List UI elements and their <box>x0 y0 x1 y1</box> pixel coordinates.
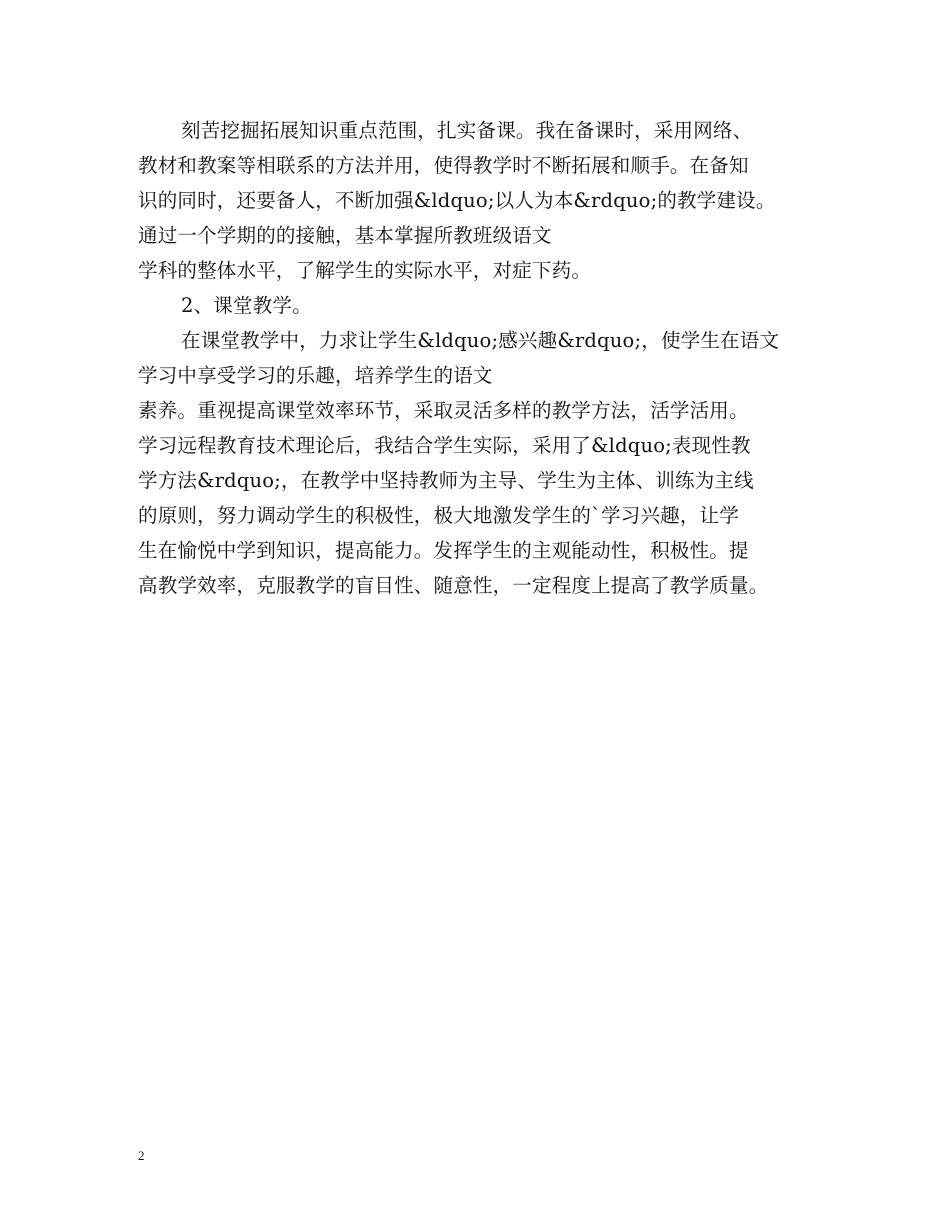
paragraph-line: 识的同时，还要备人，不断加强&ldquo;以人为本&rdquo;的教学建设。 <box>138 189 776 212</box>
paragraph-line: 教材和教案等相联系的方法并用，使得教学时不断拓展和顺手。在备知 <box>138 154 749 177</box>
paragraph-line: 高教学效率，克服教学的盲目性、随意性，一定程度上提高了教学质量。 <box>138 574 769 597</box>
paragraph-line: 刻苦挖掘拓展知识重点范围，扎实备课。我在备课时，采用网络、 <box>181 119 753 142</box>
paragraph-line: 生在愉悦中学到知识，提高能力。发挥学生的主观能动性，积极性。提 <box>138 539 749 562</box>
paragraph-line: 学习中享受学习的乐趣，培养学生的语文 <box>138 364 493 387</box>
paragraph-line: 素养。重视提高课堂效率环节，采取灵活多样的教学方法，活学活用。 <box>138 399 749 422</box>
page-number: 2 <box>138 1148 145 1163</box>
paragraph-line: 学习远程教育技术理论后，我结合学生实际，采用了&ldquo;表现性教 <box>138 434 751 457</box>
paragraph-line: 通过一个学期的的接触，基本掌握所教班级语文 <box>138 224 552 247</box>
section-heading: 2、课堂教学。 <box>181 294 312 317</box>
paragraph-line: 学方法&rdquo;，在教学中坚持教师为主导、学生为主体、训练为主线 <box>138 469 754 492</box>
paragraph-line: 的原则，努力调动学生的积极性，极大地激发学生的`学习兴趣，让学 <box>138 504 739 527</box>
paragraph-line: 学科的整体水平，了解学生的实际水平，对症下药。 <box>138 259 592 282</box>
paragraph-line: 在课堂教学中，力求让学生&ldquo;感兴趣&rdquo;，使学生在语文 <box>181 329 780 352</box>
